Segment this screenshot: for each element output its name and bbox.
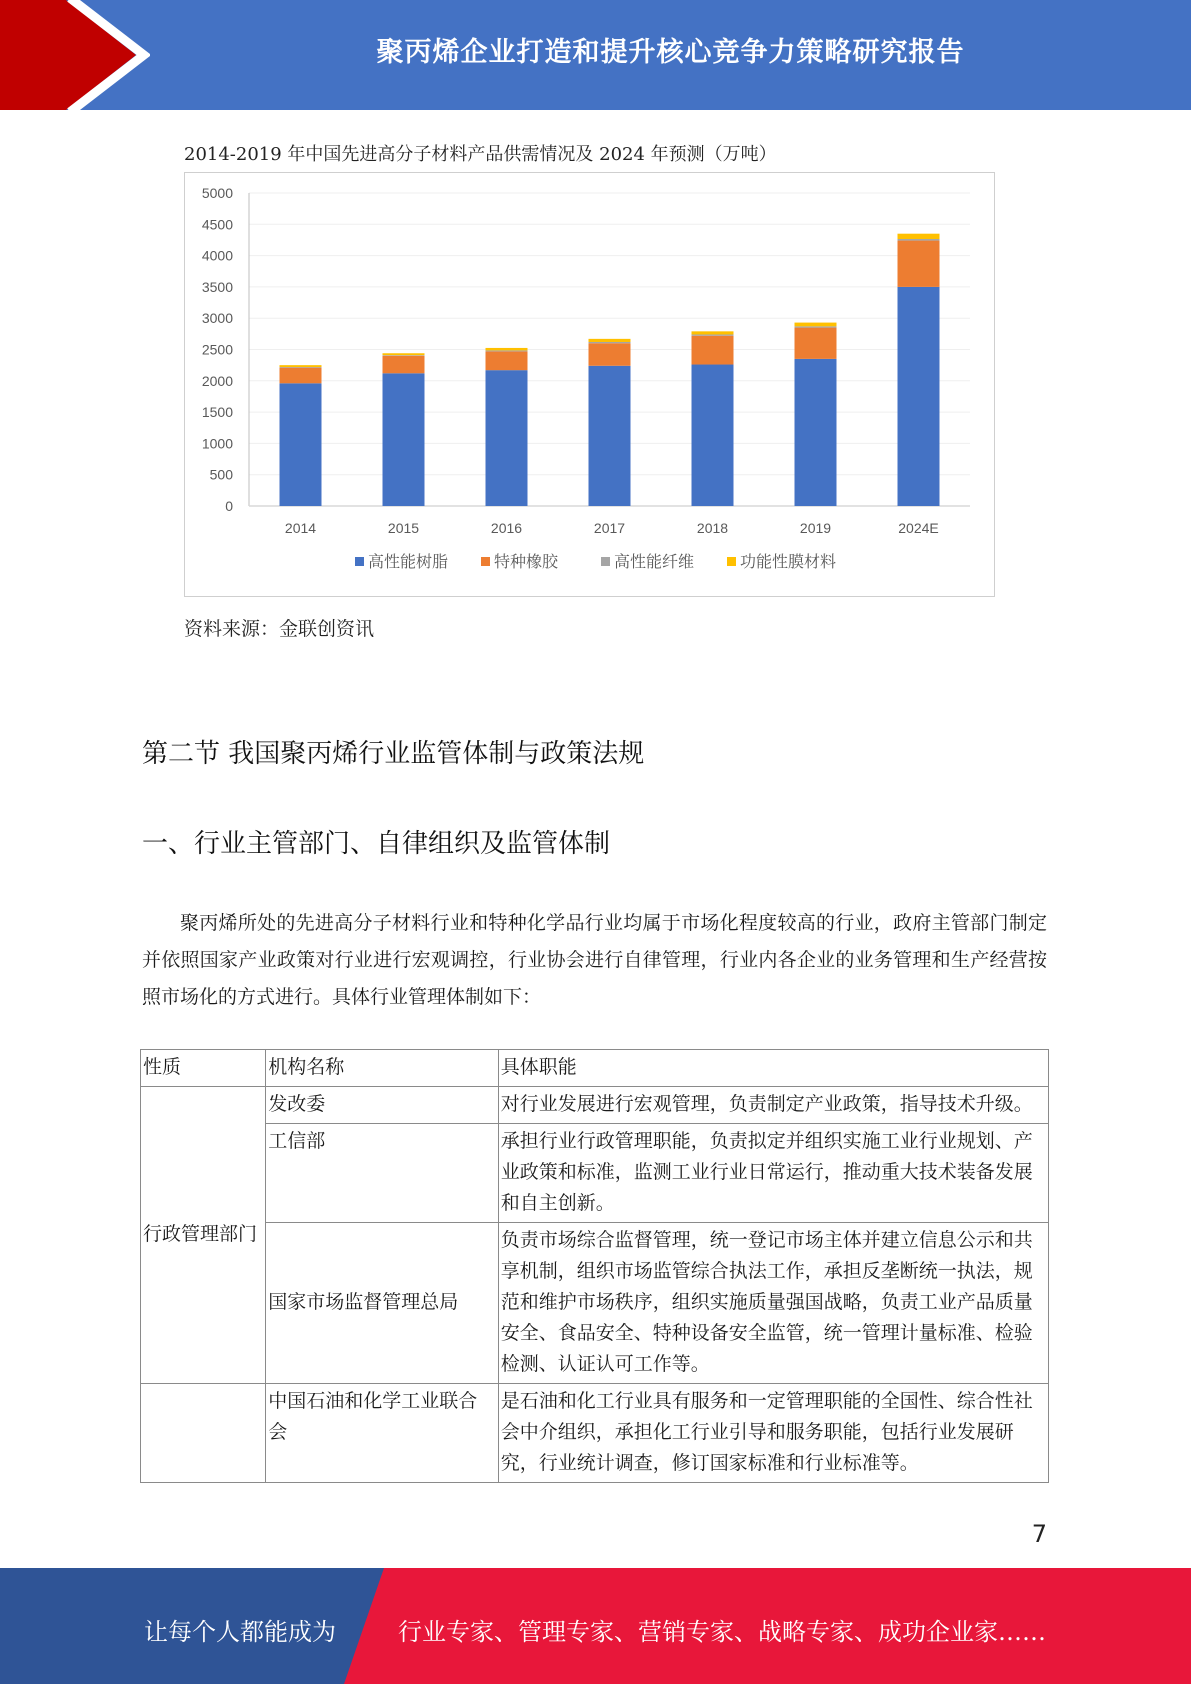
x-tick-label: 2024E bbox=[898, 520, 939, 536]
bar-segment bbox=[898, 239, 940, 241]
table-row bbox=[141, 1124, 1049, 1223]
bar-segment bbox=[589, 339, 631, 342]
y-tick-label: 4000 bbox=[201, 247, 233, 264]
bar-segment bbox=[486, 350, 528, 351]
body-paragraph: 聚丙烯所处的先进高分子材料行业和特种化学品行业均属于市场化程度较高的行业，政府主管部门制定并依照国家产业政策对行业进行宏观调控，行业协会进行自律管理，行业内各企业的业务管理和生产经营按照市场化的方式进行。具体行业管理体制如下： bbox=[142, 912, 1047, 1008]
org-cell: 工信部 bbox=[266, 1124, 498, 1223]
duty-cell: 承担行业行政管理职能，负责拟定并组织实施工业行业规划、产业政策和标准，监测工业行业日常运行，推动重大技术装备发展和自主创新。 bbox=[498, 1124, 1048, 1223]
bar-segment bbox=[589, 343, 631, 366]
bar-segment bbox=[383, 356, 425, 374]
header-chevron-icon bbox=[0, 0, 150, 110]
legend-label: 高性能纤维 bbox=[614, 552, 695, 571]
legend-swatch bbox=[601, 557, 610, 566]
legend-swatch bbox=[355, 557, 364, 566]
header-cell-duty: 具体职能 bbox=[498, 1050, 1048, 1087]
stacked-bar-chart bbox=[185, 173, 994, 596]
bar-segment bbox=[795, 328, 837, 359]
legend-label: 功能性膜材料 bbox=[740, 552, 837, 571]
legend-label: 高性能树脂 bbox=[368, 552, 449, 571]
duty-cell: 是石油和化工行业具有服务和一定管理职能的全国性、综合性社会中介组织，承担化工行业引导和服务职能，包括行业发展研究，行业统计调查，修订国家标准和行业标准等。 bbox=[498, 1384, 1048, 1483]
bar-segment bbox=[692, 336, 734, 365]
y-tick-label: 1000 bbox=[201, 435, 233, 452]
bar-segment bbox=[795, 326, 837, 327]
bar-segment bbox=[383, 373, 425, 506]
y-tick-label: 1500 bbox=[201, 404, 233, 421]
bar-segment bbox=[898, 241, 940, 287]
x-tick-label: 2017 bbox=[593, 520, 626, 536]
page-number: 7 bbox=[1031, 1520, 1047, 1548]
x-tick-label: 2015 bbox=[387, 520, 420, 536]
bar-segment bbox=[898, 287, 940, 506]
bar-segment bbox=[692, 365, 734, 506]
x-tick-label: 2019 bbox=[799, 520, 832, 536]
bar-segment bbox=[486, 351, 528, 370]
table-row bbox=[141, 1087, 1049, 1124]
y-tick-label: 0 bbox=[225, 498, 233, 514]
header-title: 聚丙烯企业打造和提升核心竞争力策略研究报告 bbox=[376, 37, 965, 68]
nature-cell-admin: 行政管理部门 bbox=[141, 1087, 266, 1384]
bar-segment bbox=[692, 334, 734, 335]
bar-segment bbox=[486, 348, 528, 351]
bar-segment bbox=[280, 367, 322, 368]
header-cell-nature: 性质 bbox=[141, 1050, 266, 1087]
y-tick-label: 2500 bbox=[201, 341, 233, 358]
section-heading: 第二节 我国聚丙烯行业监管体制与政策法规 bbox=[142, 739, 645, 769]
bar-segment bbox=[692, 331, 734, 334]
table-row bbox=[141, 1384, 1049, 1483]
nature-cell-empty bbox=[141, 1384, 266, 1483]
bar-segment bbox=[898, 234, 940, 239]
y-tick-label: 3000 bbox=[201, 310, 233, 327]
y-tick-label: 500 bbox=[209, 466, 233, 483]
bar-segment bbox=[280, 365, 322, 367]
duty-cell: 对行业发展进行宏观管理，负责制定产业政策，指导技术升级。 bbox=[498, 1087, 1048, 1124]
x-tick-label: 2014 bbox=[284, 520, 317, 536]
x-tick-label: 2018 bbox=[696, 520, 729, 536]
bar-segment bbox=[280, 383, 322, 506]
org-cell: 发改委 bbox=[266, 1087, 498, 1124]
chart-source: 资料来源：金联创资讯 bbox=[184, 618, 375, 640]
duty-cell: 负责市场综合监督管理，统一登记市场主体并建立信息公示和共享机制，组织市场监管综合执法工作，承担反垄断统一执法，规范和维护市场秩序，组织实施质量强国战略，负责工业产品质量安全、食品安全、特种设备安全监管，统一管理计量标准、检验检测、认证认可工作等。 bbox=[498, 1223, 1048, 1384]
x-tick-label: 2016 bbox=[490, 520, 523, 536]
bar-segment bbox=[589, 366, 631, 506]
bar-segment bbox=[795, 359, 837, 506]
y-tick-label: 2000 bbox=[201, 372, 233, 389]
legend-swatch bbox=[481, 557, 490, 566]
org-cell: 中国石油和化学工业联合会 bbox=[266, 1384, 498, 1483]
footer-left-text: 让每个人都能成为 bbox=[144, 1618, 336, 1646]
header-cell-org: 机构名称 bbox=[266, 1050, 498, 1087]
table-header-row bbox=[141, 1050, 1049, 1087]
chart-frame bbox=[184, 172, 995, 597]
bar-segment bbox=[280, 368, 322, 384]
org-cell: 国家市场监督管理总局 bbox=[266, 1223, 498, 1384]
y-tick-label: 3500 bbox=[201, 278, 233, 295]
footer-right-text: 行业专家、管理专家、营销专家、战略专家、成功企业家…… bbox=[398, 1618, 1046, 1646]
bar-segment bbox=[383, 355, 425, 356]
table-row bbox=[141, 1223, 1049, 1384]
bar-segment bbox=[589, 342, 631, 343]
bar-segment bbox=[486, 370, 528, 506]
bar-segment bbox=[383, 353, 425, 355]
chart-caption: 2014-2019 年中国先进高分子材料产品供需情况及 2024 年预测（万吨） bbox=[184, 144, 777, 165]
legend-label: 特种橡胶 bbox=[494, 552, 559, 571]
page-footer bbox=[0, 1568, 1191, 1684]
management-table bbox=[140, 1049, 1049, 1483]
bar-segment bbox=[795, 323, 837, 327]
subsection-heading: 一、行业主管部门、自律组织及监管体制 bbox=[142, 829, 611, 859]
y-tick-label: 5000 bbox=[201, 185, 233, 201]
page-header bbox=[0, 0, 1191, 110]
legend-swatch bbox=[727, 557, 736, 566]
y-tick-label: 4500 bbox=[201, 216, 233, 233]
